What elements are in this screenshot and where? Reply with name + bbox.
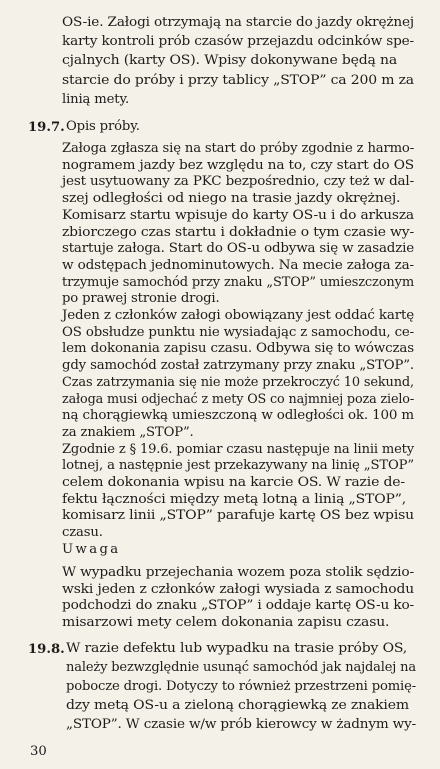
- text-line: Załoga zgłasza się na start do próby zgodnie z harmo-: [62, 141, 414, 156]
- text-line: w odstępach jednominutowych. Na mecie załoga za-: [62, 257, 414, 273]
- text-line: „STOP”. W czasie w/w prób kierowcy w żadnym wy-: [66, 717, 416, 732]
- text-line: Czas zatrzymania się nie może przekroczyć 10 sekund,: [62, 374, 414, 390]
- text-line: W wypadku przejechania wozem poza stolik sędzio-: [62, 565, 414, 580]
- text-line: po prawej stronie drogi.: [62, 291, 220, 307]
- section-19-7-title: Opis próby.: [66, 119, 140, 134]
- text-line: podchodzi do znaku „STOP” i oddaje kartę OS-u ko-: [62, 598, 414, 614]
- section-19-7-number: 19.7.: [28, 120, 65, 135]
- page-number: 30: [30, 744, 47, 759]
- text-line: jest usytuowany za PKC bezpośrednio, czy też w dal-: [62, 174, 414, 190]
- note-heading: Uwaga: [62, 542, 121, 557]
- text-line: komisarz linii „STOP” parafuje kartę OS bez wpisu: [62, 508, 415, 524]
- text-line: gdy samochód został zatrzymany przy znaku „STOP”.: [62, 358, 414, 374]
- text-line: należy bezwzględnie usunąć samochód jak najdalej na: [66, 660, 416, 675]
- text-line: starcie do próby i przy tablicy „STOP” ca 200 m za: [62, 72, 414, 88]
- text-line: celem dokonania wpisu na karcie OS. W razie de-: [62, 475, 405, 490]
- text-line: szej odległości od niego na trasie jazdy okrężnej.: [62, 191, 401, 207]
- text-line: zbiorczego czas startu i dokładnie o tym czasie wy-: [62, 224, 414, 240]
- section-19-8-number: 19.8.: [28, 642, 65, 657]
- text-line: czasu.: [62, 525, 103, 541]
- text-line: cjalnych (karty OS). Wpisy dokonywane będą na: [62, 53, 398, 69]
- text-line: Jeden z członków załogi obowiązany jest oddać kartę: [62, 308, 414, 323]
- text-line: karty kontroli prób czasów przejazdu odcinków spe-: [62, 34, 414, 50]
- text-line: startuje załoga. Start do OS-u odbywa się w zasadzie: [62, 241, 414, 257]
- text-line: W razie defektu lub wypadku na trasie próby OS,: [66, 641, 408, 656]
- text-line: załoga musi odjechać z mety OS co najmniej poza zielo-: [62, 391, 414, 407]
- text-line: misarzowi mety celem dokonania zapisu czasu.: [62, 615, 390, 631]
- text-line: fektu łączności między metą lotną a linią „STOP”,: [62, 491, 407, 507]
- text-line: pobocze drogi. Dotyczy to również przestrzeni pomię-: [66, 679, 416, 694]
- text-line: OS obsłudze punktu nie wysiadając z samochodu, ce-: [62, 324, 414, 340]
- text-line: Zgodnie z § 19.6. pomiar czasu następuje na linii mety: [62, 441, 414, 457]
- text-line: linią mety.: [62, 91, 130, 107]
- text-line: lem dokonania zapisu czasu. Odbywa się to wówczas: [62, 341, 415, 357]
- text-line: ną chorągiewką umieszczoną w odległości ok. 100 m: [62, 408, 415, 424]
- text-line: nogramem jazdy bez względu na to, czy start do OS: [62, 157, 414, 173]
- text-line: trzymuje samochód przy znaku „STOP” umieszczonym: [62, 274, 414, 290]
- text-line: wski jeden z członków załogi wysiada z samochodu: [62, 581, 414, 597]
- text-line: lotnej, a następnie jest przekazywany na linię „STOP”: [62, 458, 414, 474]
- text-line: za znakiem „STOP”.: [62, 424, 194, 440]
- text-line: dzy metą OS-u a zieloną chorągiewką ze znakiem: [66, 698, 409, 713]
- text-line: Komisarz startu wpisuje do karty OS-u i do arkusza: [62, 207, 414, 223]
- text-line: OS-ie. Załogi otrzymają na starcie do jazdy okrężnej: [62, 15, 415, 30]
